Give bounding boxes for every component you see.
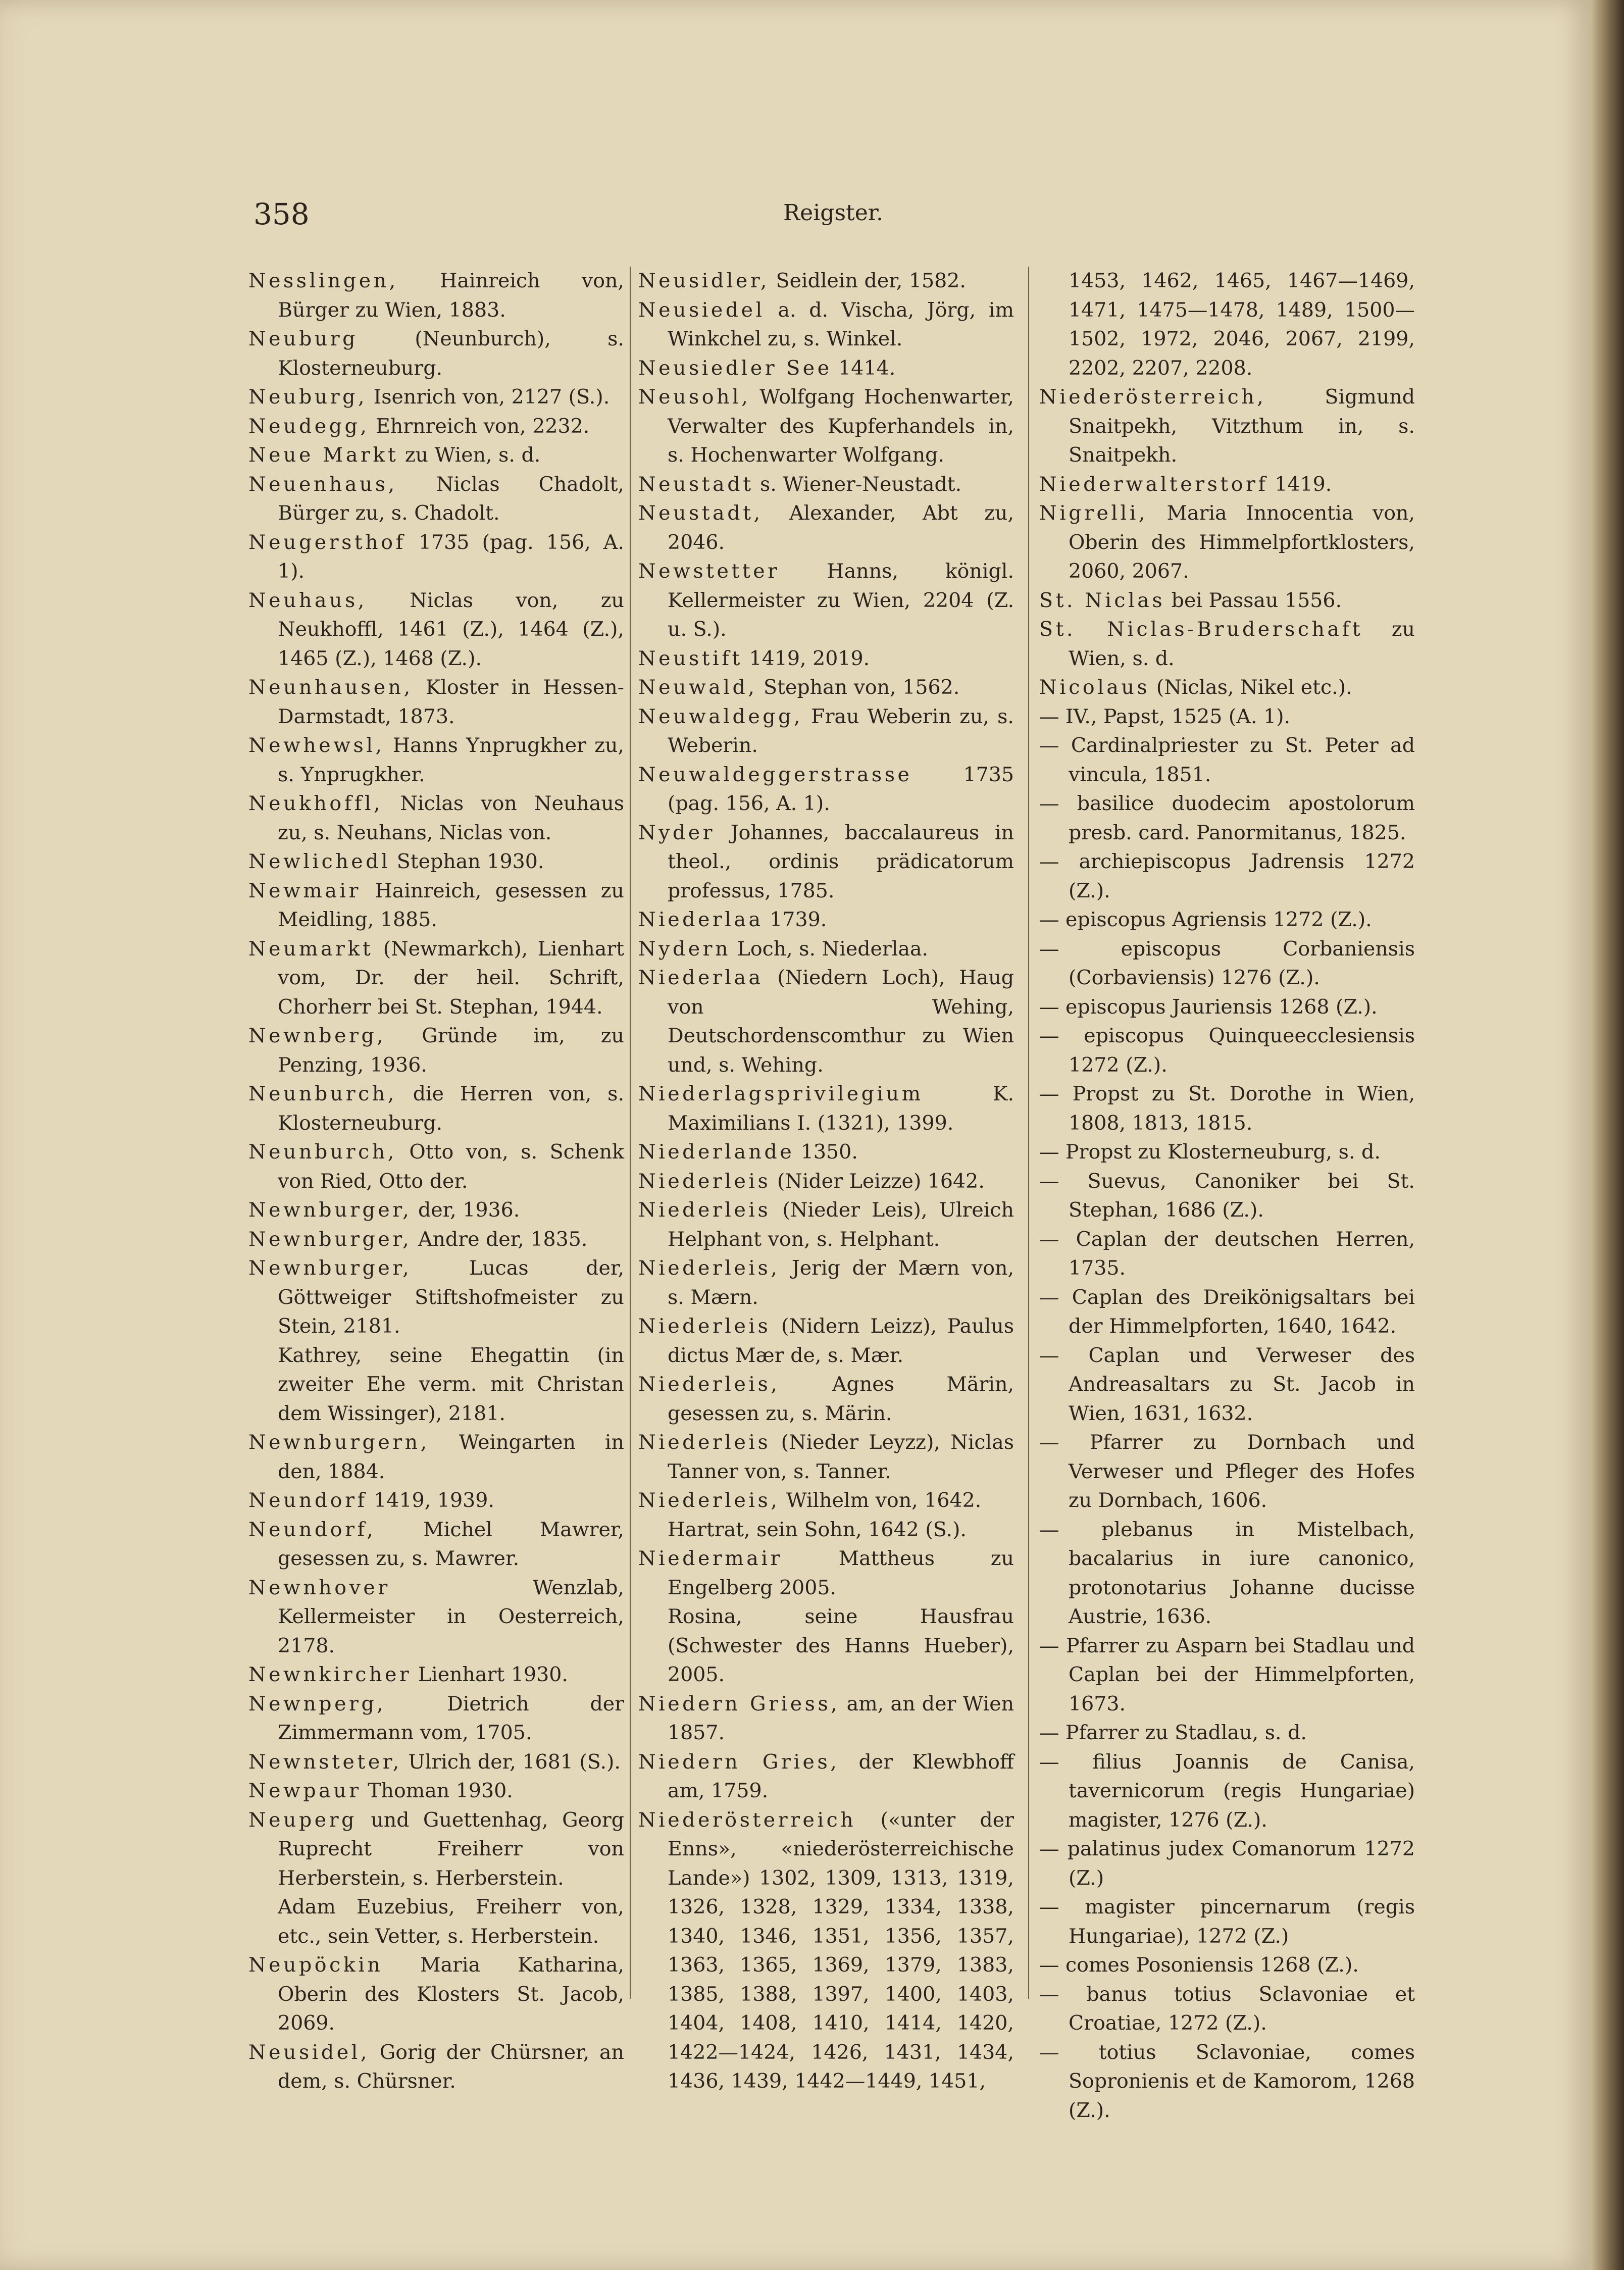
index-entry xyxy=(248,1138,624,1196)
index-keyword: Newnperg, xyxy=(248,1692,386,1716)
index-entry xyxy=(1039,1080,1415,1138)
index-keyword: Nicolaus xyxy=(1039,676,1150,699)
index-entry xyxy=(638,673,1014,702)
index-column-3 xyxy=(1039,267,1415,2125)
index-entry xyxy=(638,935,1014,964)
index-text: (Nieder Leyzz), Niclas Tanner von, s. Tanner. xyxy=(668,1431,1014,1483)
index-keyword: Neusiedler See xyxy=(638,356,832,380)
index-entry xyxy=(638,267,1014,296)
index-entry xyxy=(638,644,1014,674)
index-text: Dietrich der Zimmermann vom, 1705. xyxy=(278,1692,624,1744)
index-entry xyxy=(638,1486,1014,1516)
index-entry xyxy=(1039,586,1415,616)
index-keyword: Neupöckin xyxy=(248,1953,383,1977)
index-text: Sigmund Snaitpekh, Vitzthum in, s. Snaitpekh. xyxy=(1069,385,1415,467)
index-keyword: Nigrelli, xyxy=(1039,501,1148,525)
index-entry xyxy=(638,1516,1014,1545)
index-entry xyxy=(1039,1719,1415,1748)
index-text: — episcopus Agriensis 1272 (Z.). xyxy=(1039,908,1372,931)
index-entry xyxy=(248,1022,624,1080)
index-entry xyxy=(248,1080,624,1138)
index-entry xyxy=(1039,789,1415,847)
index-text: der Klewbhoff am, 1759. xyxy=(668,1750,1014,1802)
index-entry xyxy=(248,1660,624,1690)
index-text: am, an der Wien 1857. xyxy=(668,1692,1014,1744)
index-text: Niclas Chadolt, Bürger zu, s. Chadolt. xyxy=(278,472,624,525)
index-entry xyxy=(638,557,1014,644)
index-text: Kloster in Hessen-Darmstadt, 1873. xyxy=(278,676,624,728)
index-keyword: Niederleis xyxy=(638,1198,771,1222)
index-text: — basilice duodecim apostolorum presb. card. Panormitanus, 1825. xyxy=(1039,792,1415,844)
index-text: (Nieder Leis), Ulreich Helphant von, s. Helphant. xyxy=(668,1198,1014,1251)
index-keyword: Niederleis xyxy=(638,1431,771,1454)
index-entry xyxy=(638,1370,1014,1428)
index-text: — episcopus Corbaniensis (Corbaviensis) 1276 (Z.). xyxy=(1039,937,1415,989)
index-text: Isenrich von, 2127 (S.). xyxy=(367,385,610,409)
index-entry xyxy=(638,702,1014,761)
index-text: Ulrich der, 1681 (S.). xyxy=(401,1750,621,1774)
index-text: 1735 (pag. 156, A. 1). xyxy=(278,530,624,583)
index-keyword: Niederösterreich xyxy=(638,1808,856,1832)
index-text: zu Wien, s. d. xyxy=(398,443,541,467)
index-entry xyxy=(1039,383,1415,470)
index-text: (Neunburch), s. Klosterneuburg. xyxy=(278,327,624,380)
index-entry xyxy=(248,1574,624,1661)
index-entry xyxy=(248,1893,624,1951)
index-entry xyxy=(248,325,624,383)
index-entry xyxy=(1039,673,1415,702)
index-keyword: Niederleis xyxy=(638,1315,771,1338)
index-keyword: Newnhover xyxy=(248,1576,390,1599)
index-entry xyxy=(248,1196,624,1225)
index-keyword: Newpaur xyxy=(248,1779,362,1802)
column-rule-left xyxy=(630,267,631,1999)
index-entry xyxy=(248,935,624,1022)
index-text: — Pfarrer zu Asparn bei Stadlau und Caplan bei der Himmelpforten, 1673. xyxy=(1039,1634,1415,1716)
index-entry xyxy=(248,1486,624,1516)
index-text: (Niedern Loch), Haug von Wehing, Deutschordenscomthur zu Wien und, s. Wehing. xyxy=(668,966,1014,1077)
page-header-title: Reigster. xyxy=(783,200,883,226)
index-entry xyxy=(638,1312,1014,1370)
index-entry xyxy=(248,877,624,935)
index-text: Stephan von, 1562. xyxy=(757,676,960,699)
index-keyword: Niederleis, xyxy=(638,1256,780,1280)
index-text: bei Passau 1556. xyxy=(1165,588,1342,612)
page-number: 358 xyxy=(253,197,310,231)
index-column-1 xyxy=(248,267,624,2096)
index-entry xyxy=(248,267,624,325)
index-entry xyxy=(248,528,624,586)
page-edge xyxy=(1591,0,1624,2270)
index-keyword: Niederleis, xyxy=(638,1373,780,1396)
index-entry xyxy=(248,847,624,877)
index-entry xyxy=(1039,1893,1415,1951)
index-text: Alexander, Abt zu, 2046. xyxy=(668,501,1014,554)
index-keyword: Neuburg, xyxy=(248,385,368,409)
index-text: — Propst zu St. Dorothe in Wien, 1808, 1813, 1815. xyxy=(1039,1082,1415,1135)
index-keyword: Newnberg, xyxy=(248,1024,386,1047)
index-text: — Suevus, Canoniker bei St. Stephan, 1686 (Z.). xyxy=(1039,1169,1415,1222)
index-entry xyxy=(1039,499,1415,586)
index-text: («unter der Enns», «niederösterreichische Lande») 1302, 1309, 1313, 1319, 1326, 1328, 1329, 1334, 1338, 1340, 1346, 1351, 1356, 1357, 1363, 1365, 1369, 1379, 1383, 1385, 1388, 1397, 1400, 1403, 1404, 1408, 1410, 1414, 1420, 1422—1424, 1426, 1431, 1434, 1436, 1439, 1442—1449, 1451, xyxy=(668,1808,1014,2093)
index-text: Wolfgang Hochenwarter, Verwalter des Kupferhandels in, s. Hochenwarter Wolfgang. xyxy=(668,385,1014,467)
index-text: — magister pincernarum (regis Hungariae), 1272 (Z.) xyxy=(1039,1895,1415,1948)
index-text: Lucas der, Göttweiger Stiftshofmeister zu Stein, 2181. xyxy=(278,1256,624,1338)
index-text: Wenzlab, Kellermeister in Oesterreich, 2178. xyxy=(278,1576,624,1657)
index-entry xyxy=(638,296,1014,354)
index-column-2 xyxy=(638,267,1014,2096)
index-entry xyxy=(248,412,624,441)
index-text: s. Wiener-Neustadt. xyxy=(753,472,962,496)
index-text: — totius Sclavoniae, comes Sopronienis et de Kamorom, 1268 (Z.). xyxy=(1039,2040,1415,2122)
index-text: Ehrnreich von, 2232. xyxy=(369,414,590,438)
index-entry xyxy=(248,673,624,731)
index-keyword: Neunburch, xyxy=(248,1082,397,1105)
index-text: Maria Innocentia von, Oberin des Himmelpfortklosters, 2060, 2067. xyxy=(1069,501,1415,583)
index-text: — Pfarrer zu Stadlau, s. d. xyxy=(1039,1721,1307,1744)
index-keyword: Neuperg xyxy=(248,1808,357,1832)
index-text: — comes Posoniensis 1268 (Z.). xyxy=(1039,1953,1359,1977)
index-text: Mattheus zu Engelberg 2005. xyxy=(668,1547,1014,1599)
index-text: 1350. xyxy=(794,1140,858,1164)
index-entry xyxy=(1039,847,1415,905)
index-entry xyxy=(638,1138,1014,1167)
index-entry xyxy=(1039,1835,1415,1893)
index-entry xyxy=(248,1690,624,1748)
index-entry xyxy=(638,761,1014,819)
index-text: Otto von, s. Schenk von Ried, Otto der. xyxy=(278,1140,624,1193)
index-text: (Nidern Leizz), Paulus dictus Mær de, s. Mær. xyxy=(668,1315,1014,1367)
index-entry xyxy=(248,1748,624,1777)
index-text: — Cardinalpriester zu St. Peter ad vincula, 1851. xyxy=(1039,734,1415,786)
index-text: Gründe im, zu Penzing, 1936. xyxy=(278,1024,624,1077)
index-entry xyxy=(638,354,1014,383)
index-keyword: Neusidler, xyxy=(638,269,770,292)
column-rule-right xyxy=(1028,267,1029,1999)
index-entry xyxy=(1039,2038,1415,2126)
index-keyword: Newstetter xyxy=(638,560,780,583)
index-entry xyxy=(638,1806,1014,2096)
index-text: — plebanus in Mistelbach, bacalarius in iure canonico, protonotarius Johanne ducisse Austrie, 1636. xyxy=(1039,1518,1415,1628)
index-entry xyxy=(248,789,624,847)
index-text: Johannes, baccalaureus in theol., ordinis prädicatorum professus, 1785. xyxy=(668,821,1014,902)
index-text: — Caplan des Dreikönigsaltars bei der Himmelpforten, 1640, 1642. xyxy=(1039,1285,1415,1338)
index-text: Weingarten in den, 1884. xyxy=(278,1431,624,1483)
index-text: Lienhart 1930. xyxy=(412,1663,568,1686)
index-entry xyxy=(1039,1632,1415,1719)
index-keyword: Newhewsl, xyxy=(248,734,385,757)
index-entry xyxy=(1039,470,1415,499)
index-entry xyxy=(638,1254,1014,1312)
index-entry xyxy=(248,383,624,412)
index-text: Hanns Ynprugkher zu, s. Ynprugkher. xyxy=(278,734,624,786)
index-keyword: Newnsteter, xyxy=(248,1750,402,1774)
index-entry xyxy=(1039,1748,1415,1835)
index-text: Adam Euzebius, Freiherr von, etc., sein Vetter, s. Herberstein. xyxy=(278,1895,624,1948)
index-text: — Propst zu Klosterneuburg, s. d. xyxy=(1039,1140,1381,1164)
index-text: — episcopus Quinqueecclesiensis 1272 (Z.). xyxy=(1039,1024,1415,1077)
index-keyword: Niedern Griess, xyxy=(638,1692,840,1716)
index-entry xyxy=(248,1951,624,2038)
index-keyword: Neuhaus, xyxy=(248,588,367,612)
index-text: — Caplan der deutschen Herren, 1735. xyxy=(1039,1227,1415,1280)
index-keyword: Neusohl, xyxy=(638,385,751,409)
index-keyword: Neustadt, xyxy=(638,501,763,525)
index-keyword: Neuwaldegg, xyxy=(638,704,803,728)
index-text: Hainreich, gesessen zu Meidling, 1885. xyxy=(278,879,624,931)
index-text: Loch, s. Niederlaa. xyxy=(731,937,929,961)
index-keyword: Newnburger, xyxy=(248,1198,412,1222)
index-text: Andre der, 1835. xyxy=(412,1227,588,1251)
index-entry xyxy=(1039,935,1415,993)
index-entry xyxy=(1039,905,1415,935)
index-text: — archiepiscopus Jadrensis 1272 (Z.). xyxy=(1039,850,1415,902)
index-entry xyxy=(638,905,1014,935)
index-keyword: Newnburger, xyxy=(248,1227,412,1251)
index-keyword: Newnkircher xyxy=(248,1663,412,1686)
index-text: — palatinus judex Comanorum 1272 (Z.) xyxy=(1039,1837,1415,1890)
index-entry xyxy=(1039,1341,1415,1429)
index-text: Jerig der Mærn von, s. Mærn. xyxy=(668,1256,1014,1309)
index-entry xyxy=(1039,267,1415,383)
index-entry xyxy=(1039,1283,1415,1341)
index-keyword: Neuburg xyxy=(248,327,358,350)
index-text: — Caplan und Verweser des Andreasaltars zu St. Jacob in Wien, 1631, 1632. xyxy=(1039,1343,1415,1425)
index-text: — IV., Papst, 1525 (A. 1). xyxy=(1039,704,1291,728)
index-text: — episcopus Jauriensis 1268 (Z.). xyxy=(1039,995,1378,1019)
index-keyword: Neundorf, xyxy=(248,1518,376,1541)
index-entry xyxy=(1039,1951,1415,1980)
index-entry xyxy=(638,383,1014,470)
index-keyword: Niederwalterstorf xyxy=(1039,472,1268,496)
index-keyword: Newmair xyxy=(248,879,361,902)
index-entry xyxy=(248,441,624,470)
index-text: a. d. Vischa, Jörg, im Winkchel zu, s. Winkel. xyxy=(668,298,1014,350)
index-keyword: St. Niclas xyxy=(1039,588,1165,612)
index-text: Niclas von Neuhaus zu, s. Neuhans, Niclas von. xyxy=(278,792,624,844)
index-entry xyxy=(638,1196,1014,1254)
index-keyword: Newnburger, xyxy=(248,1256,412,1280)
index-keyword: Niederlaa xyxy=(638,908,764,931)
index-entry xyxy=(1039,1167,1415,1225)
index-text: — Pfarrer zu Dornbach und Verweser und Pfleger des Hofes zu Dornbach, 1606. xyxy=(1039,1431,1415,1512)
index-entry xyxy=(248,1225,624,1254)
index-entry xyxy=(1039,1225,1415,1283)
index-keyword: Neuwaldeggerstrasse xyxy=(638,763,912,786)
index-text: Niclas von, zu Neukhoffl, 1461 (Z.), 1464 (Z.), 1465 (Z.), 1468 (Z.). xyxy=(278,588,624,670)
index-keyword: Niederlande xyxy=(638,1140,795,1164)
index-keyword: Neustadt xyxy=(638,472,754,496)
index-text: 1419. xyxy=(1268,472,1332,496)
index-entry xyxy=(1039,615,1415,673)
index-entry xyxy=(1039,993,1415,1022)
index-text: die Herren von, s. Klosterneuburg. xyxy=(278,1082,624,1135)
index-entry xyxy=(638,470,1014,499)
index-text: Rosina, seine Hausfrau (Schwester des Hanns Hueber), 2005. xyxy=(668,1605,1014,1686)
index-entry xyxy=(638,1690,1014,1748)
index-keyword: Nesslingen, xyxy=(248,269,398,292)
index-entry xyxy=(638,1602,1014,1690)
index-entry xyxy=(638,1080,1014,1138)
index-entry xyxy=(1039,1980,1415,2038)
index-text: Hainreich von, Bürger zu Wien, 1883. xyxy=(278,269,624,322)
index-text: (Newmarkch), Lienhart vom, Dr. der heil. Schrift, Chorherr bei St. Stephan, 1944. xyxy=(278,937,624,1019)
index-text: Michel Mawrer, gesessen zu, s. Mawrer. xyxy=(278,1518,624,1570)
index-keyword: Neustift xyxy=(638,646,743,670)
index-text: (Niclas, Nikel etc.). xyxy=(1150,676,1352,699)
index-entry xyxy=(638,1748,1014,1806)
index-text: Gorig der Chürsner, an dem, s. Chürsner. xyxy=(278,2040,624,2093)
index-text: der, 1936. xyxy=(412,1198,520,1222)
index-keyword: Neue Markt xyxy=(248,443,399,467)
index-keyword: Neundorf xyxy=(248,1489,368,1512)
index-text: — banus totius Sclavoniae et Croatiae, 1272 (Z.). xyxy=(1039,1982,1415,2035)
index-keyword: Niederösterreich, xyxy=(1039,385,1266,409)
index-text: (Nider Leizze) 1642. xyxy=(771,1169,985,1193)
index-keyword: Niedern Gries, xyxy=(638,1750,840,1774)
index-keyword: Neusiedel xyxy=(638,298,765,322)
index-text: 1453, 1462, 1465, 1467—1469, 1471, 1475—1478, 1489, 1500—1502, 1972, 2046, 2067, 2199, 2202, 2207, 2208. xyxy=(1069,269,1415,380)
index-entry xyxy=(1039,1138,1415,1167)
index-entry xyxy=(248,1777,624,1806)
index-text: 1414. xyxy=(832,356,896,380)
index-entry xyxy=(638,819,1014,906)
index-text: zu Wien, s. d. xyxy=(1069,618,1415,670)
index-entry xyxy=(248,731,624,789)
index-keyword: St. Niclas-Bruderschaft xyxy=(1039,618,1363,641)
index-text: Thoman 1930. xyxy=(361,1779,513,1802)
index-keyword: Niederleis xyxy=(638,1169,771,1193)
index-text: Kathrey, seine Ehegattin (in zweiter Ehe verm. mit Christan dem Wissinger), 2181. xyxy=(278,1343,624,1425)
index-entry xyxy=(248,586,624,674)
index-keyword: Niederleis, xyxy=(638,1489,780,1512)
index-text: Maria Katharina, Oberin des Klosters St. Jacob, 2069. xyxy=(278,1953,624,2035)
index-keyword: Neudegg, xyxy=(248,414,370,438)
index-text: und Guettenhag, Georg Ruprecht Freiherr von Herberstein, s. Herberstein. xyxy=(278,1808,624,1890)
index-entry xyxy=(1039,1428,1415,1516)
index-keyword: Neunhausen, xyxy=(248,676,413,699)
index-keyword: Newlichedl xyxy=(248,850,391,873)
index-keyword: Nyder xyxy=(638,821,716,844)
index-entry xyxy=(248,1428,624,1486)
index-keyword: Neuenhaus, xyxy=(248,472,397,496)
index-keyword: Neusidel, xyxy=(248,2040,370,2064)
index-keyword: Neugersthof xyxy=(248,530,406,554)
index-keyword: Niederlagsprivilegium xyxy=(638,1082,924,1105)
index-keyword: Neukhoffl, xyxy=(248,792,383,815)
index-text: Seidlein der, 1582. xyxy=(769,269,966,292)
index-text: K. Maximilians I. (1321), 1399. xyxy=(668,1082,1014,1135)
index-entry xyxy=(1039,1516,1415,1632)
index-text: 1735 (pag. 156, A. 1). xyxy=(668,763,1014,815)
index-entry xyxy=(1039,731,1415,789)
index-text: Wilhelm von, 1642. xyxy=(780,1489,982,1512)
index-text: 1419, 1939. xyxy=(367,1489,494,1512)
index-entry xyxy=(638,499,1014,557)
index-text: Stephan 1930. xyxy=(390,850,544,873)
index-keyword: Niederlaa xyxy=(638,966,764,989)
index-entry xyxy=(638,964,1014,1080)
index-entry xyxy=(248,470,624,528)
index-text: 1739. xyxy=(763,908,827,931)
index-entry xyxy=(1039,1022,1415,1080)
index-entry xyxy=(248,1806,624,1893)
index-entry xyxy=(638,1167,1014,1196)
index-keyword: Niedermair xyxy=(638,1547,783,1570)
index-entry xyxy=(248,1254,624,1341)
index-keyword: Neuwald, xyxy=(638,676,757,699)
index-text: Agnes Märin, gesessen zu, s. Märin. xyxy=(668,1373,1014,1425)
index-entry xyxy=(248,1516,624,1574)
index-entry xyxy=(638,1428,1014,1486)
index-entry xyxy=(638,1544,1014,1602)
index-entry xyxy=(248,2038,624,2096)
index-text: Frau Weberin zu, s. Weberin. xyxy=(668,704,1014,757)
index-text: Hanns, königl. Kellermeister zu Wien, 2204 (Z. u. S.). xyxy=(668,560,1014,641)
index-entry xyxy=(248,1341,624,1429)
index-text: — filius Joannis de Canisa, tavernicorum (regis Hungariae) magister, 1276 (Z.). xyxy=(1039,1750,1415,1832)
index-keyword: Neumarkt xyxy=(248,937,374,961)
index-keyword: Newnburgern, xyxy=(248,1431,430,1454)
index-keyword: Neunburch, xyxy=(248,1140,397,1164)
index-text: Hartrat, sein Sohn, 1642 (S.). xyxy=(668,1518,967,1541)
index-text: 1419, 2019. xyxy=(742,646,870,670)
index-entry xyxy=(1039,702,1415,732)
index-keyword: Nydern xyxy=(638,937,731,961)
